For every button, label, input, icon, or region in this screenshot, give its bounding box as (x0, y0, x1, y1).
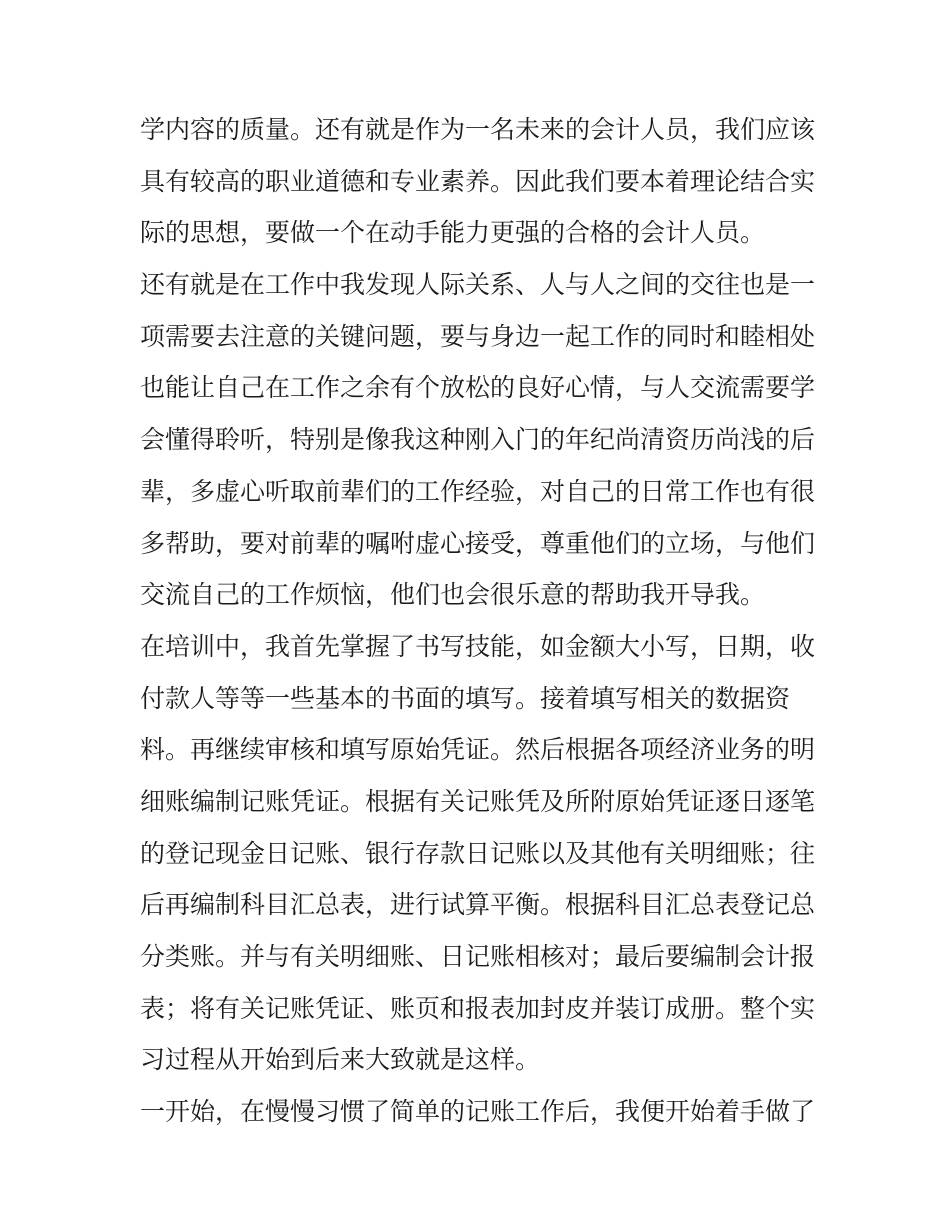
text-line: 具有较高的职业道德和专业素养。因此我们要本着理论结合实 (140, 166, 816, 196)
text-line: 一开始，在慢慢习惯了简单的记账工作后，我便开始着手做了 (140, 1097, 816, 1127)
text-line: 交流自己的工作烦恼，他们也会很乐意的帮助我开导我。 (140, 580, 766, 610)
text-line: 料。再继续审核和填写原始凭证。然后根据各项经济业务的明 (140, 735, 816, 765)
text-line: 习过程从开始到后来大致就是这样。 (140, 1045, 541, 1075)
text-line: 在培训中，我首先掌握了书写技能，如金额大小写，日期，收 (140, 631, 816, 661)
text-line: 细账编制记账凭证。根据有关记账凭及所附原始凭证逐日逐笔 (140, 786, 816, 816)
text-line: 的登记现金日记账、银行存款日记账以及其他有关明细账；往 (140, 838, 816, 868)
text-line: 还有就是在工作中我发现人际关系、人与人之间的交往也是一 (140, 270, 816, 300)
text-line: 也能让自己在工作之余有个放松的良好心情，与人交流需要学 (140, 373, 816, 403)
text-line: 表；将有关记账凭证、账页和报表加封皮并装订成册。整个实 (140, 993, 816, 1023)
text-line: 付款人等等一些基本的书面的填写。接着填写相关的数据资 (140, 683, 791, 713)
text-line: 项需要去注意的关键问题，要与身边一起工作的同时和睦相处 (140, 321, 816, 351)
body-text (140, 104, 820, 1138)
text-line: 辈，多虚心听取前辈们的工作经验，对自己的日常工作也有很 (140, 476, 816, 506)
text-line: 际的思想，要做一个在动手能力更强的合格的会计人员。 (140, 218, 766, 248)
text-line: 学内容的质量。还有就是作为一名未来的会计人员，我们应该 (140, 115, 816, 144)
text-line: 后再编制科目汇总表，进行试算平衡。根据科目汇总表登记总 (140, 890, 816, 920)
text-line: 多帮助，要对前辈的嘱咐虚心接受，尊重他们的立场，与他们 (140, 528, 816, 558)
text-line: 分类账。并与有关明细账、日记账相核对；最后要编制会计报 (140, 942, 816, 971)
text-line: 会懂得聆听，特别是像我这种刚入门的年纪尚清资历尚浅的后 (140, 425, 816, 455)
